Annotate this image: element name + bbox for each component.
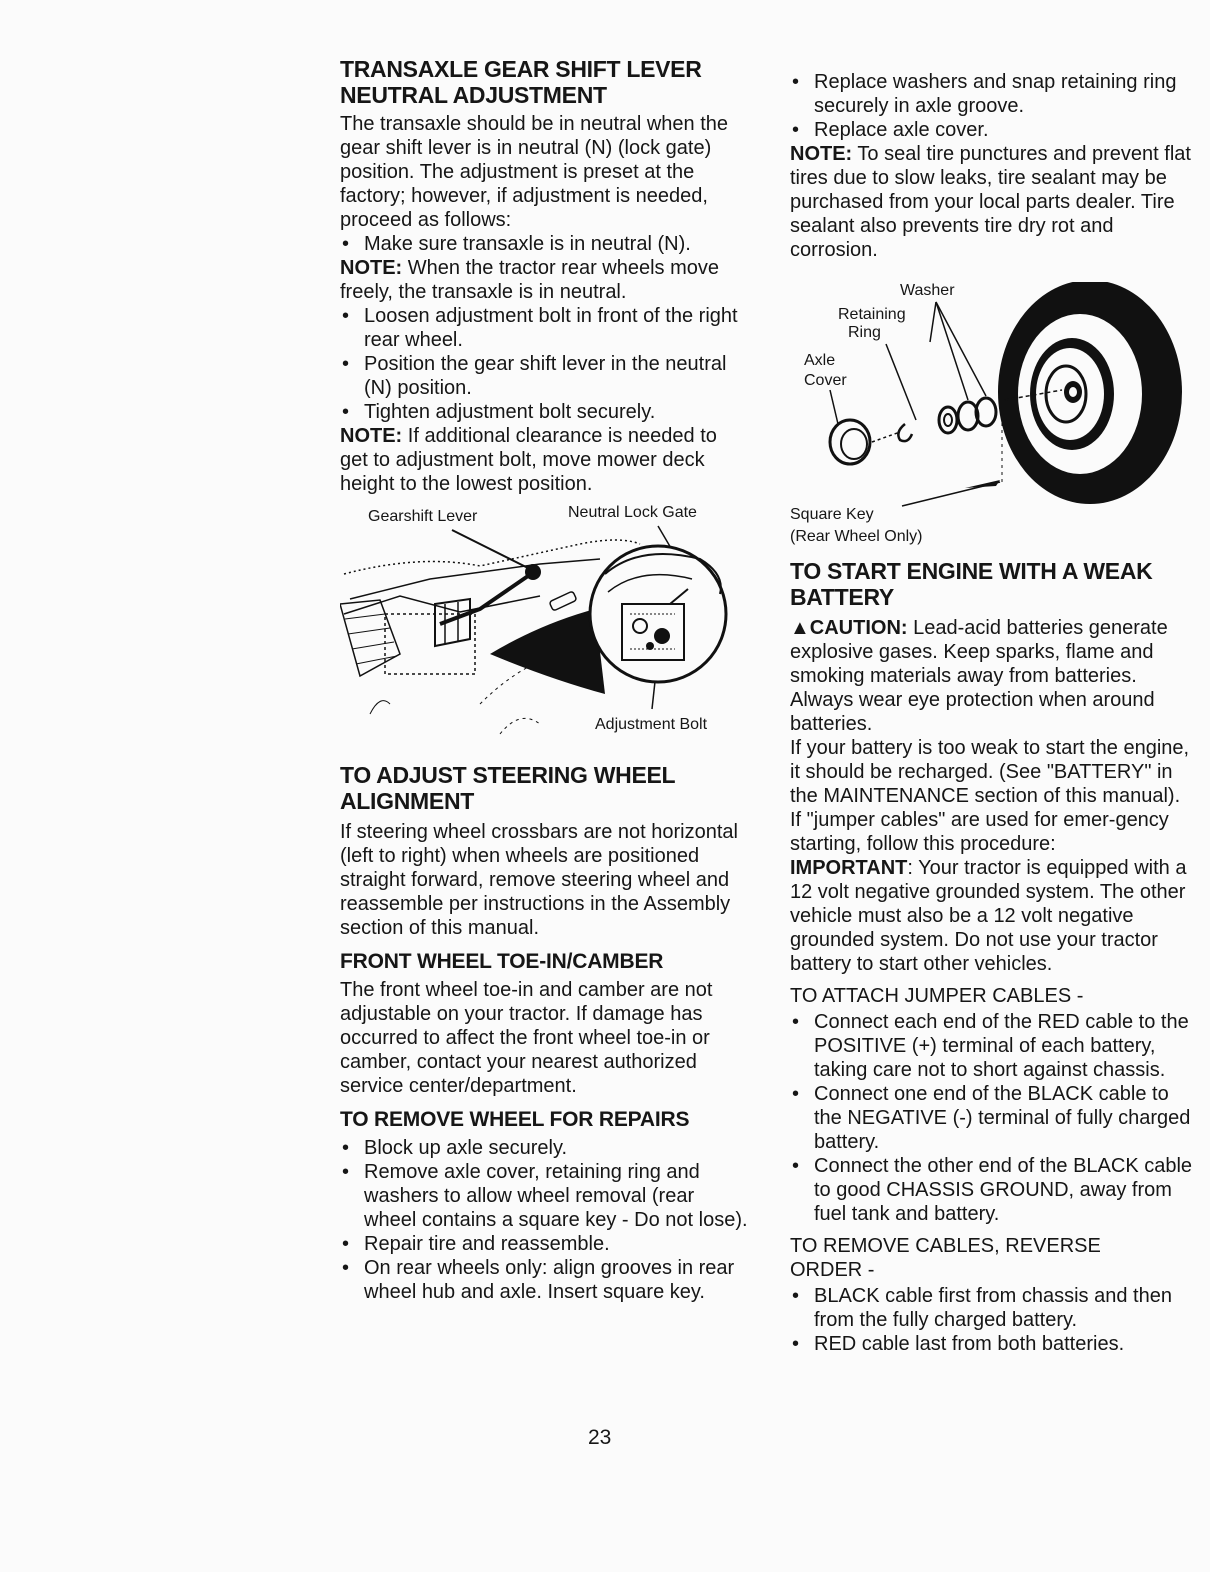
list-item: • Block up axle securely. [340, 1136, 750, 1160]
toein-heading: FRONT WHEEL TOE-IN/CAMBER [340, 950, 664, 973]
remove-wheel-steps [340, 1136, 750, 1304]
transaxle-intro: The transaxle should be in neutral when the gear shift lever is in neutral (N) (lock gate) position. The adjustment is preset at the factory; however, if adjustment is needed, proceed as follows: [340, 113, 729, 231]
square-key-label: Square Key [790, 506, 874, 523]
axle-label: Axle [804, 352, 836, 369]
caution-label: CAUTION: [809, 617, 908, 639]
ring-label: Ring [848, 324, 881, 341]
remove-cables-steps [790, 1284, 1200, 1356]
cover-label: Cover [804, 372, 847, 389]
list-item: • Loosen adjustment bolt in front of the right rear wheel. [340, 304, 750, 352]
weak-battery-heading-line-1: TO START ENGINE WITH A WEAK [790, 558, 1153, 584]
gearshift-lever-label: Gearshift Lever [368, 508, 478, 525]
list-item: • Connect each end of the RED cable to the POSITIVE (+) terminal of each battery, taking care not to short against chassis. [790, 1010, 1200, 1082]
neutral-lock-gate-label: Neutral Lock Gate [568, 504, 697, 521]
right-column [790, 70, 1200, 1356]
transaxle-steps-b [340, 304, 750, 424]
attach-cables-steps [790, 1010, 1200, 1226]
wheel-illustration [790, 282, 1190, 552]
list-item: • Connect the other end of the BLACK cable to good CHASSIS GROUND, away from fuel tank and battery. [790, 1154, 1200, 1226]
important-label: IMPORTANT [790, 857, 908, 879]
important-text: : Your tractor is equipped with a 12 volt negative grounded system. The other vehicle must also be a 12 volt negative grounded system. Do not use your tractor battery to start other vehicles. [790, 857, 1187, 975]
transaxle-heading-line-2: NEUTRAL ADJUSTMENT [340, 82, 607, 108]
weak-battery-heading-line-2: BATTERY [790, 584, 894, 610]
jumper-cable-paragraph: If "jumper cables" are used for emer-gency starting, follow this procedure: [790, 809, 1169, 855]
retaining-label: Retaining [838, 306, 906, 323]
caution-text: Lead-acid batteries generate explosive gases. Keep sparks, flame and smoking materials away from batteries. Always wear eye protection when around batteries. [790, 617, 1168, 735]
note-text: When the tractor rear wheels move freely, the transaxle is in neutral. [340, 257, 720, 303]
wheel-assembly-figure [790, 282, 1190, 552]
note-label: NOTE: [790, 143, 853, 165]
rear-wheel-only-label: (Rear Wheel Only) [790, 528, 923, 545]
transaxle-note-2 [340, 424, 750, 496]
list-item: • Position the gear shift lever in the neutral (N) position. [340, 352, 750, 400]
left-column [340, 56, 750, 1304]
transaxle-heading-line-1: TRANSAXLE GEAR SHIFT LEVER [340, 56, 702, 82]
toein-body: The front wheel toe-in and camber are not adjustable on your tractor. If damage has occurred to affect the front wheel toe-in or camber, contact your nearest authorized service center/department. [340, 979, 713, 1097]
page-number: 23 [588, 1426, 612, 1449]
recharge-paragraph: If your battery is too weak to start the engine, it should be recharged. (See "BATTERY" in the MAINTENANCE section of this manual). [790, 737, 1190, 807]
remove-wheel-heading: TO REMOVE WHEEL FOR REPAIRS [340, 1108, 690, 1131]
gearshift-figure [340, 504, 740, 754]
list-item: • Replace axle cover. [790, 118, 1200, 142]
gearshift-illustration [340, 504, 740, 754]
list-item: • Make sure transaxle is in neutral (N). [340, 232, 750, 256]
list-item: • Replace washers and snap retaining ring securely in axle groove. [790, 70, 1200, 118]
list-item: • Repair tire and reassemble. [340, 1232, 750, 1256]
steering-body: If steering wheel crossbars are not horizontal (left to right) when wheels are positioned straight forward, remove steering wheel and reassemble per instructions in the Assembly section of this manual. [340, 821, 738, 939]
remove-cables-heading: TO REMOVE CABLES, REVERSE ORDER - [790, 1235, 1101, 1281]
steering-heading-line-1: TO ADJUST STEERING WHEEL [340, 762, 676, 788]
important-paragraph [790, 856, 1200, 976]
sealant-note [790, 142, 1200, 262]
transaxle-steps-a [340, 232, 750, 256]
adjustment-bolt-label: Adjustment Bolt [595, 716, 708, 733]
washer-label: Washer [900, 282, 955, 299]
note-label: NOTE: [340, 257, 403, 279]
note-text: If additional clearance is needed to get to adjustment bolt, move mower deck height to the lowest position. [340, 425, 717, 495]
reassembly-steps [790, 70, 1200, 142]
note-label: NOTE: [340, 425, 403, 447]
steering-heading-line-2: ALIGNMENT [340, 788, 475, 814]
attach-cables-heading: TO ATTACH JUMPER CABLES - [790, 985, 1084, 1007]
list-item: • Connect one end of the BLACK cable to the NEGATIVE (-) terminal of fully charged battery. [790, 1082, 1200, 1154]
note-text: To seal tire punctures and prevent flat tires due to slow leaks, tire sealant may be purchased from your local parts dealer. Tire sealant also prevents tire dry rot and corrosion. [790, 143, 1191, 261]
list-item: • BLACK cable first from chassis and then from the fully charged battery. [790, 1284, 1200, 1332]
list-item: • RED cable last from both batteries. [790, 1332, 1200, 1356]
list-item: • Tighten adjustment bolt securely. [340, 400, 750, 424]
warning-triangle-icon: ▲ [790, 617, 810, 639]
list-item: • On rear wheels only: align grooves in rear wheel hub and axle. Insert square key. [340, 1256, 750, 1304]
transaxle-note-1 [340, 256, 750, 304]
caution-paragraph [790, 616, 1200, 736]
list-item: • Remove axle cover, retaining ring and washers to allow wheel removal (rear wheel contains a square key - Do not lose). [340, 1160, 750, 1232]
